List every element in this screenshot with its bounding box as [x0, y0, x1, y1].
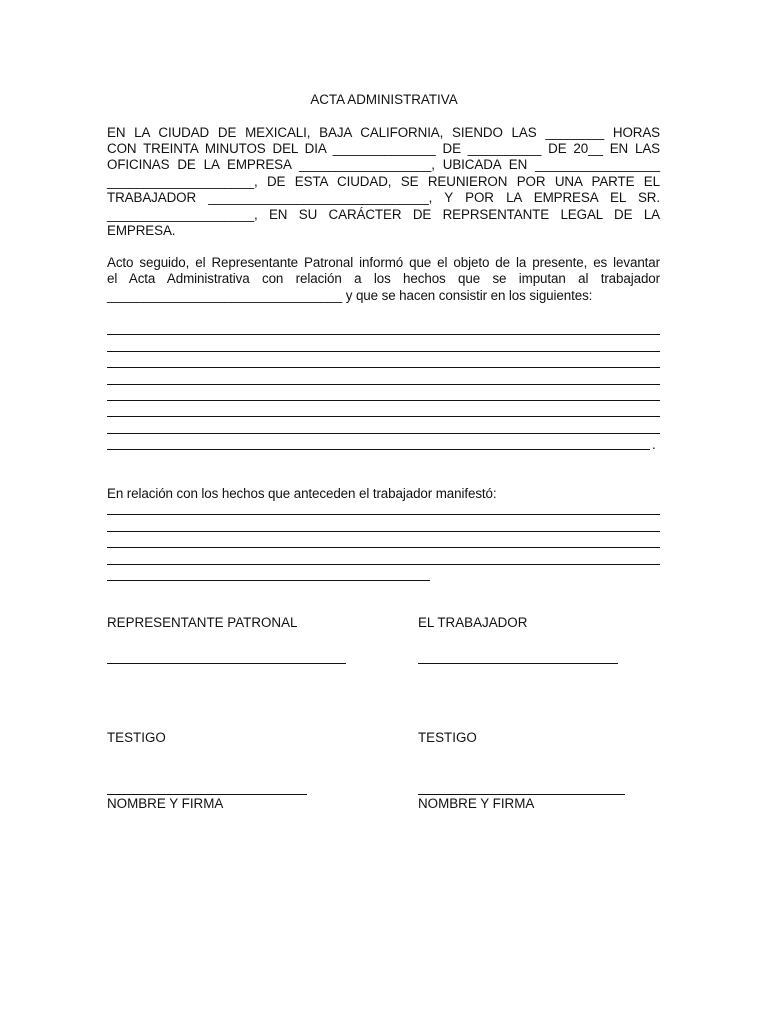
paragraph-line: EMPRESA. [107, 223, 176, 238]
paragraph-line: TRABAJADOR ______________________________, Y POR LA EMPRESA EL SR. [107, 190, 660, 205]
witness-right-signature-line [418, 794, 625, 795]
paragraph-line: EN LA CIUDAD DE MEXICALI, BAJA CALIFORNIA, SIENDO LAS ________ HORAS [107, 125, 660, 140]
paragraph-line: CON TREINTA MINUTOS DEL DIA ______________ DE __________ DE 20__ EN LAS [107, 141, 660, 156]
employer-representative-label: REPRESENTANTE PATRONAL [107, 615, 298, 630]
blank-line [107, 384, 660, 385]
paragraph-line: Acto seguido, el Representante Patronal informó que el objeto de la presente, es levantar [107, 255, 660, 270]
worker-signature-line [418, 663, 618, 664]
blank-line [107, 334, 660, 335]
blank-line [107, 449, 650, 450]
name-and-signature-right: NOMBRE Y FIRMA [418, 796, 535, 811]
name-and-signature-left: NOMBRE Y FIRMA [107, 796, 224, 811]
blank-line [107, 564, 660, 565]
blank-line [107, 351, 660, 352]
document-title: ACTA ADMINISTRATIVA [310, 92, 458, 107]
employer-signature-line [107, 663, 346, 664]
blank-line [107, 547, 660, 548]
paragraph-line: ____________________, EN SU CARÁCTER DE REPRSENTANTE LEGAL DE LA [107, 207, 660, 222]
paragraph-line: ____________________, DE ESTA CIUDAD, SE REUNIERON POR UNA PARTE EL [107, 174, 660, 189]
blank-line [107, 367, 660, 368]
blank-line [107, 531, 660, 532]
blank-line [107, 514, 660, 515]
worker-statement-intro: En relación con los hechos que anteceden el trabajador manifestó: [107, 486, 497, 501]
worker-label: EL TRABAJADOR [418, 615, 528, 630]
witness-left-label: TESTIGO [107, 730, 166, 745]
paragraph-line: OFICINAS DE LA EMPRESA __________________, UBICADA EN _________________ [107, 157, 660, 172]
paragraph-line: ________________________________ y que se hacen consistir en los siguientes: [107, 288, 593, 303]
blank-line [107, 580, 430, 581]
blank-line [107, 400, 660, 401]
witness-left-signature-line [107, 794, 307, 795]
blank-line [107, 416, 660, 417]
blank-line [107, 433, 660, 434]
facts-period: . [652, 437, 656, 452]
paragraph-line: el Acta Administrativa con relación a los hechos que se imputan al trabajador [107, 271, 660, 286]
witness-right-label: TESTIGO [418, 730, 477, 745]
